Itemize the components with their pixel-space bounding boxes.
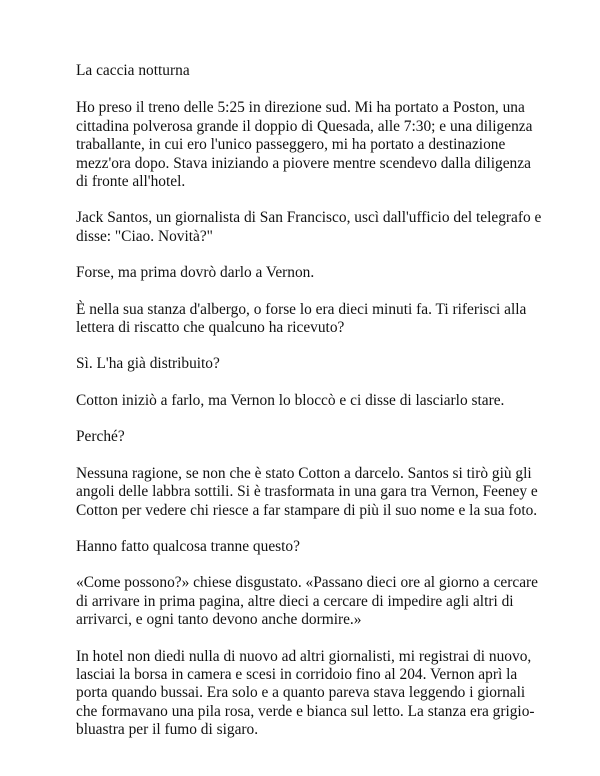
paragraph-11: In hotel non diedi nulla di nuovo ad altri giornalisti, mi registrai di nuovo, lasciai la borsa in camera e scesi in corridoio fino al 204. Vernon aprì la porta quando bussai. Era solo e a quanto pareva stava leggendo i giornali che formavano una pila rosa, verde e bianca sul letto. La stanza era grigio- bluastra per il fumo di sigaro. — [76, 647, 535, 739]
paragraph-1: Ho preso il treno delle 5:25 in direzione sud. Mi ha portato a Poston, una cittadina polverosa grande il doppio di Quesada, alle 7:30; e una diligenza traballante, in cui ero l'unico passeggero, mi ha portato a destinazione mezz'ora dopo. Stava iniziando a piovere mentre scendevo dalla diligenza di fronte all'hotel. — [76, 99, 533, 191]
document-page — [76, 62, 546, 758]
paragraph-10: «Come possono?» chiese disgustato. «Passano dieci ore al giorno a cercare di arrivare in prima pagina, altre dieci a cercare di impedire agli altri di arrivarci, e ogni tanto devono anche dormire.» — [76, 574, 539, 629]
paragraph-3: Forse, ma prima dovrò darlo a Vernon. — [76, 264, 315, 282]
paragraph-6: Cotton iniziò a farlo, ma Vernon lo bloccò e ci disse di lasciarlo stare. — [76, 391, 505, 409]
paragraph-7: Perché? — [76, 428, 125, 446]
paragraph-5: Sì. L'ha già distribuito? — [76, 355, 220, 373]
paragraph-2: Jack Santos, un giornalista di San Francisco, uscì dall'ufficio del telegrafo e disse: "Ciao. Novità?" — [76, 209, 542, 245]
paragraph-9: Hanno fatto qualcosa tranne questo? — [76, 537, 300, 555]
paragraph-8: Nessuna ragione, se non che è stato Cotton a darcelo. Santos si tirò giù gli angoli delle labbra sottili. Si è trasformata in una gara tra Vernon, Feeney e Cotton per vedere chi riesce a far stampare di più il suo nome e la sua foto. — [76, 464, 538, 519]
paragraph-4: È nella sua stanza d'albergo, o forse lo era dieci minuti fa. Ti riferisci alla lettera di riscatto che qualcuno ha ricevuto? — [76, 300, 527, 337]
document-title: La caccia notturna — [76, 62, 190, 79]
